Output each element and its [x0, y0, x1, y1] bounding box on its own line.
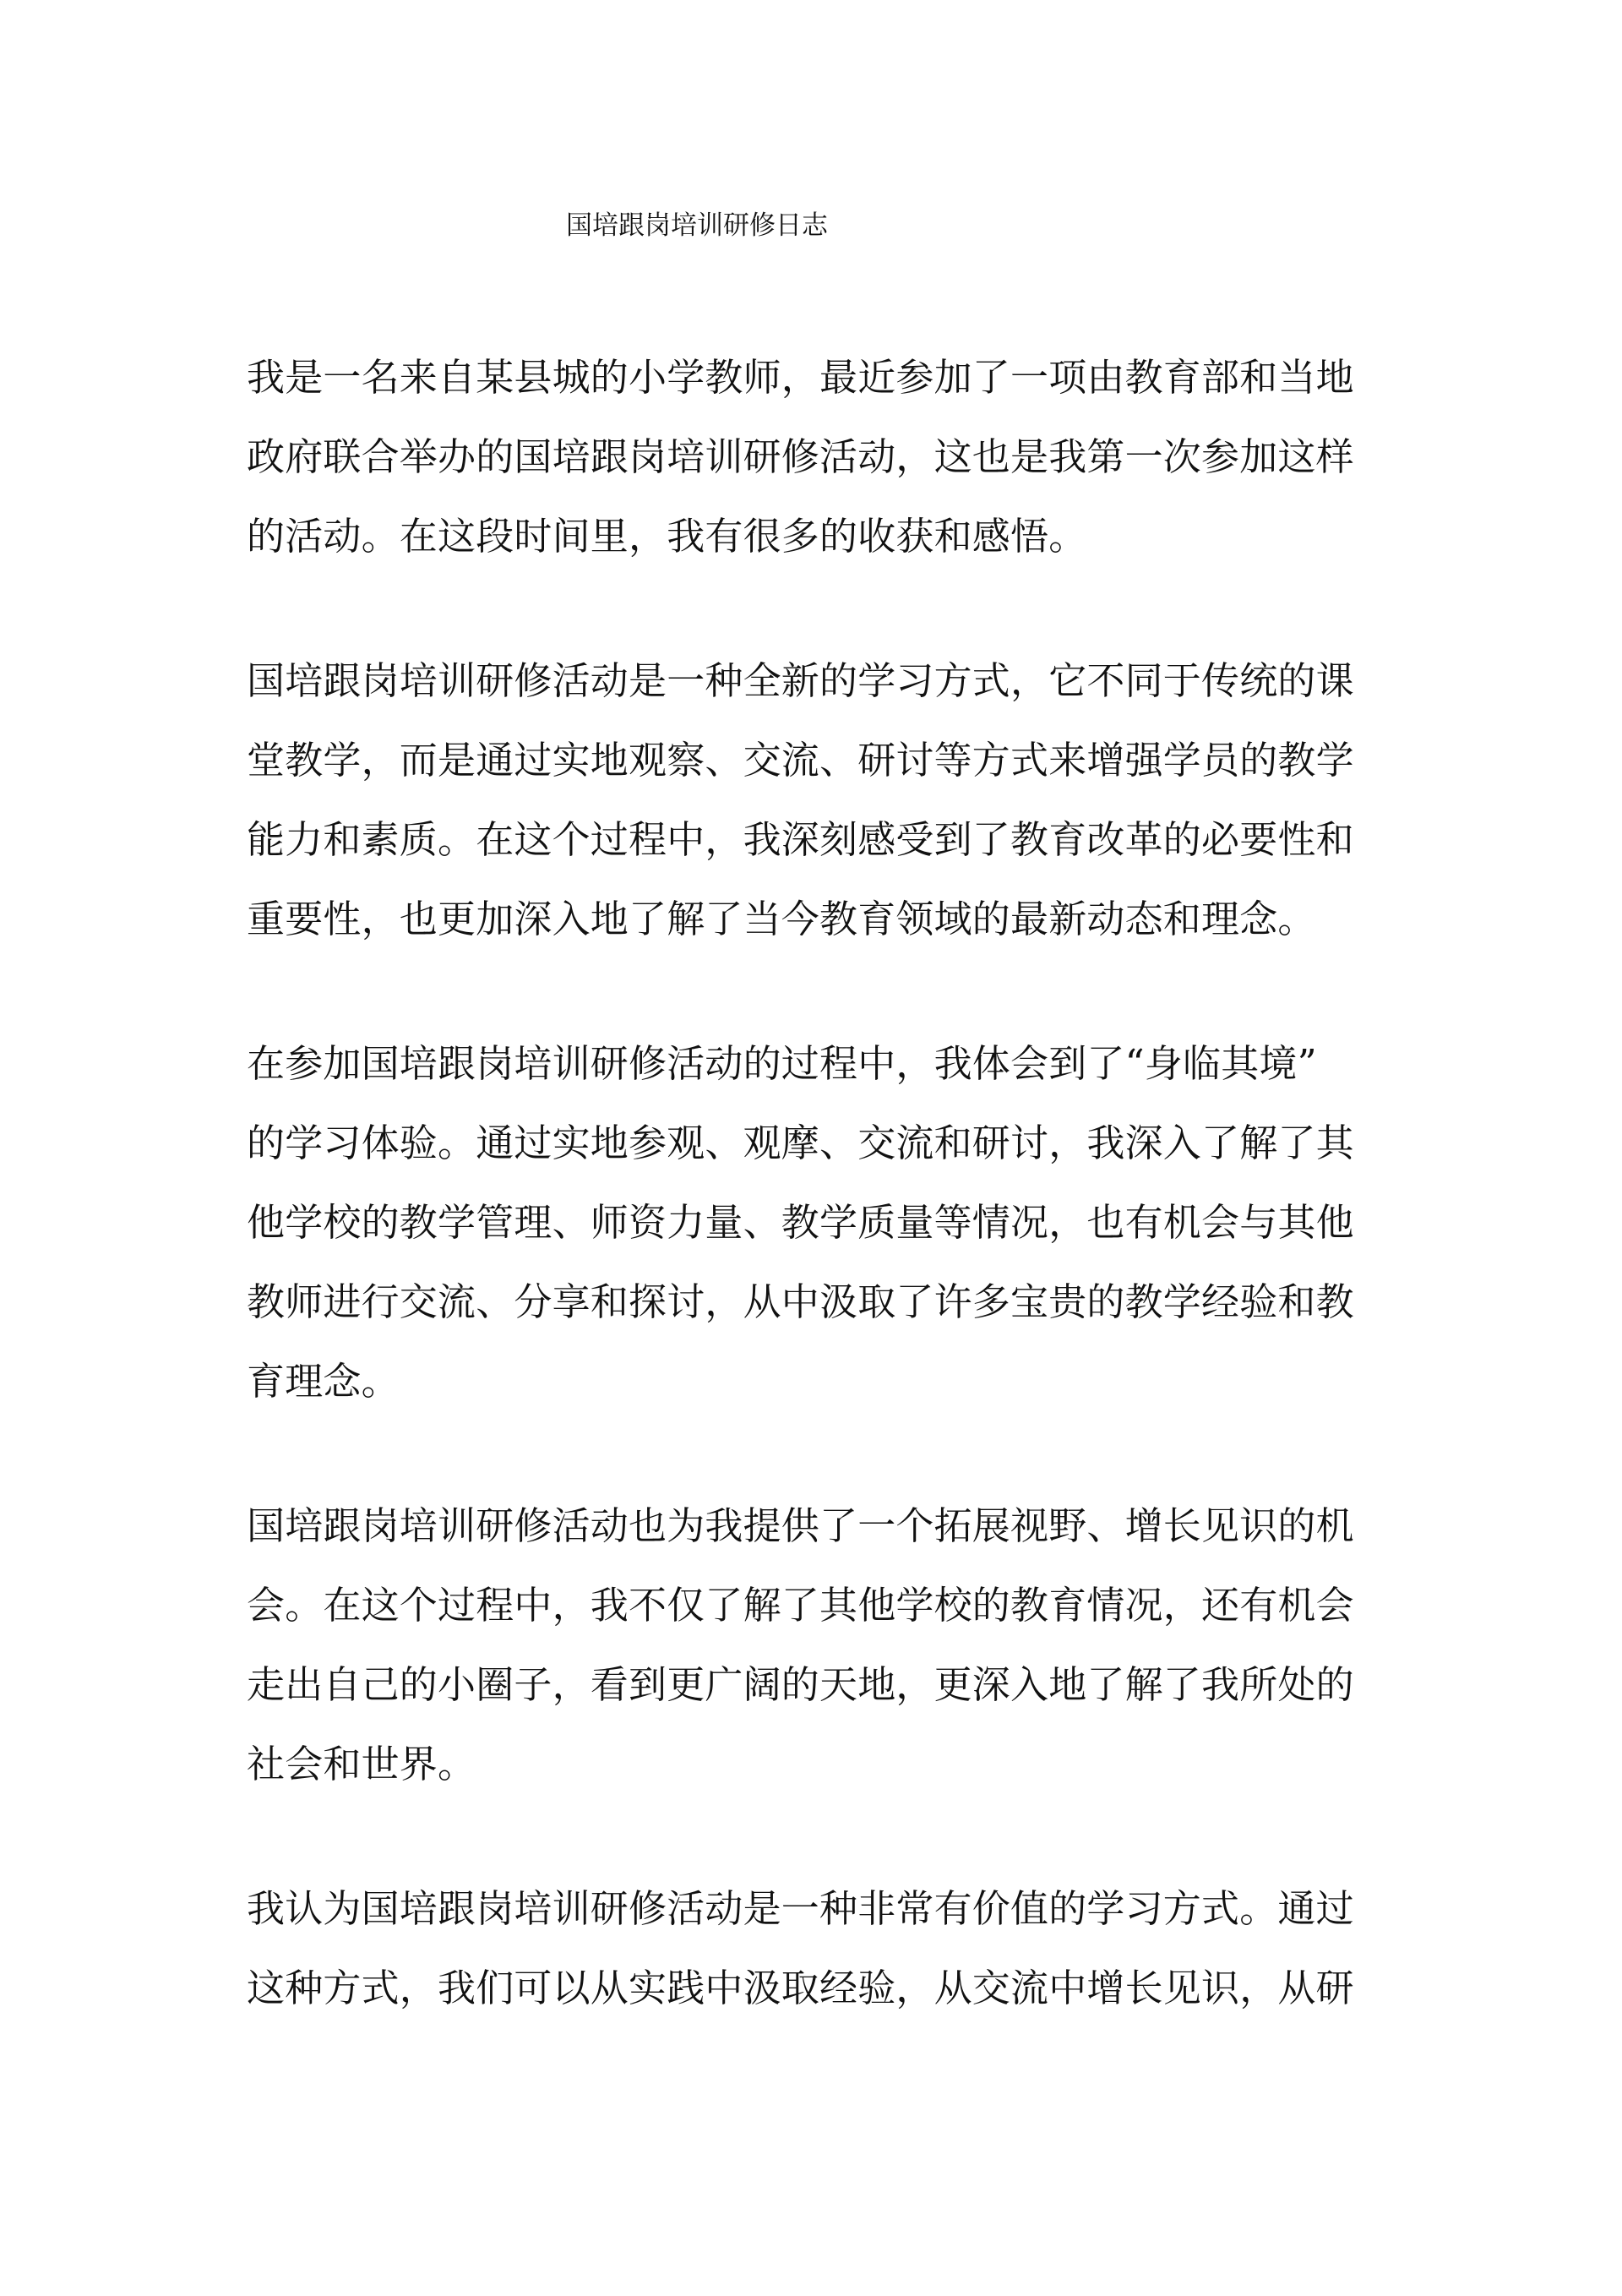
- paragraph-line: 在参加国培跟岗培训研修活动的过程中，我体会到了“身临其境”: [247, 1041, 1317, 1086]
- paragraph-line: 我是一名来自某县城的小学教师，最近参加了一项由教育部和当地: [247, 355, 1354, 400]
- paragraph-3: [247, 1024, 1369, 1421]
- paragraph-line: 教师进行交流、分享和探讨，从中汲取了许多宝贵的教学经验和教: [247, 1279, 1354, 1324]
- paragraph-line: 这种方式，我们可以从实践中汲取经验，从交流中增长见识，从研: [247, 1966, 1354, 2010]
- paragraph-2: [247, 641, 1369, 959]
- paragraph-line: 他学校的教学管理、师资力量、教学质量等情况，也有机会与其他: [247, 1200, 1354, 1245]
- paragraph-line: 的学习体验。通过实地参观、观摩、交流和研讨，我深入了解了其: [247, 1121, 1354, 1165]
- paragraph-line: 能力和素质。在这个过程中，我深刻感受到了教育改革的必要性和: [247, 817, 1354, 862]
- paragraph-line: 堂教学，而是通过实地观察、交流、研讨等方式来增强学员的教学: [247, 738, 1354, 783]
- paragraph-line: 社会和世界。: [247, 1742, 476, 1786]
- paragraph-line: 会。在这个过程中，我不仅了解了其他学校的教育情况，还有机会: [247, 1583, 1354, 1628]
- paragraph-line: 重要性，也更加深入地了解了当今教育领域的最新动态和理念。: [247, 897, 1316, 941]
- document-body: [247, 338, 1369, 2028]
- paragraph-line: 走出自己的小圈子，看到更广阔的天地，更深入地了解了我所处的: [247, 1662, 1354, 1707]
- paragraph-line: 我认为国培跟岗培训研修活动是一种非常有价值的学习方式。通过: [247, 1886, 1354, 1931]
- paragraph-line: 育理念。: [247, 1359, 400, 1404]
- paragraph-4: [247, 1486, 1369, 1804]
- paragraph-line: 国培跟岗培训研修活动也为我提供了一个拓展视野、增长见识的机: [247, 1503, 1354, 1548]
- paragraph-line: 国培跟岗培训研修活动是一种全新的学习方式，它不同于传统的课: [247, 658, 1354, 703]
- paragraph-line: 政府联合举办的国培跟岗培训研修活动，这也是我第一次参加这样: [247, 434, 1354, 479]
- paragraph-5: [247, 1869, 1369, 2028]
- paragraph-line: 的活动。在这段时间里，我有很多的收获和感悟。: [247, 514, 1087, 559]
- paragraph-1: [247, 338, 1369, 576]
- document-title: 国培跟岗培训研修日志: [566, 210, 828, 241]
